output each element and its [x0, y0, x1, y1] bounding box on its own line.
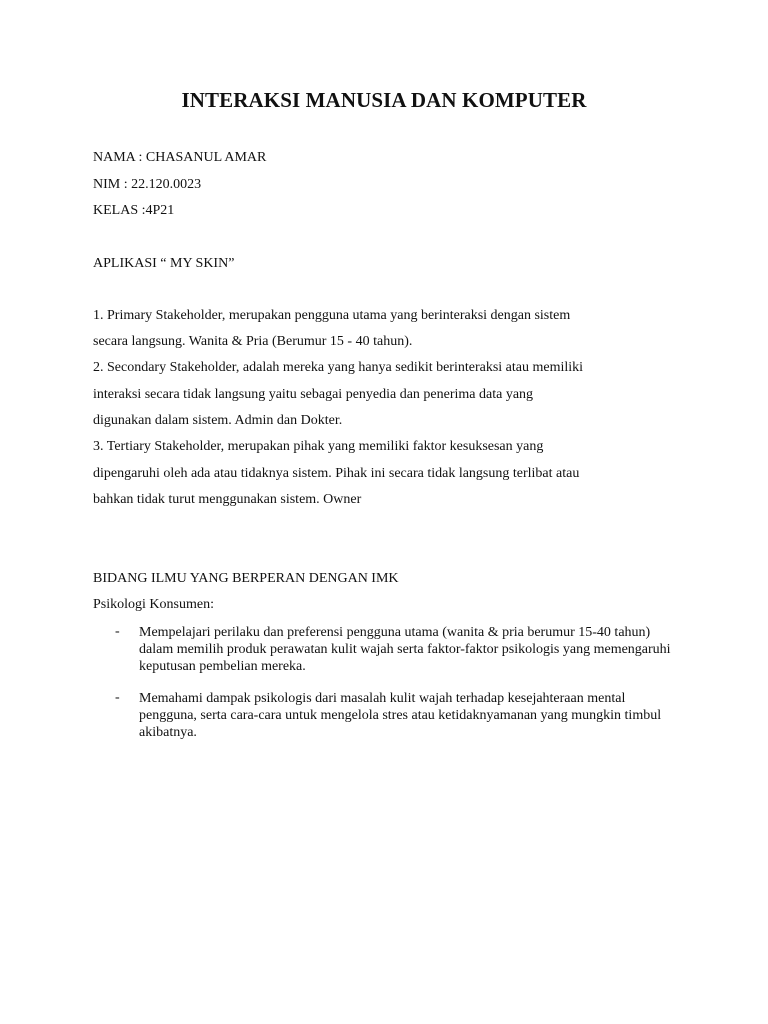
- app-title: APLIKASI “ MY SKIN”: [93, 256, 235, 271]
- stakeholder-line: digunakan dalam sistem. Admin dan Dokter.: [93, 413, 343, 428]
- student-name: NAMA : CHASANUL AMAR: [93, 150, 267, 165]
- stakeholder-line: secara langsung. Wanita & Pria (Berumur 15 - 40 tahun).: [93, 334, 413, 349]
- stakeholder-line: 1. Primary Stakeholder, merupakan pengguna utama yang berinteraksi dengan sistem: [93, 308, 571, 323]
- student-class: KELAS :4P21: [93, 203, 175, 218]
- bullet-text: Mempelajari perilaku dan preferensi pengguna utama (wanita & pria berumur 15-40 tahun) dalam memilih produk perawatan kulit wajah serta faktor-faktor psikologis yang memengaruhi keputusan pembelian mereka.: [139, 625, 671, 674]
- section-heading: BIDANG ILMU YANG BERPERAN DENGAN IMK: [93, 571, 399, 586]
- bullet-marker: -: [115, 690, 120, 705]
- stakeholder-line: dipengaruhi oleh ada atau tidaknya sistem. Pihak ini secara tidak langsung terlibat atau: [93, 466, 580, 481]
- stakeholder-line: 2. Secondary Stakeholder, adalah mereka yang hanya sedikit berinteraksi atau memiliki: [93, 360, 584, 375]
- bullet-marker: -: [115, 624, 120, 639]
- section-subheading: Psikologi Konsumen:: [93, 597, 214, 612]
- stakeholder-line: 3. Tertiary Stakeholder, merupakan pihak yang memiliki faktor kesuksesan yang: [93, 439, 544, 454]
- stakeholder-line: bahkan tidak turut menggunakan sistem. Owner: [93, 492, 362, 507]
- document-title: INTERAKSI MANUSIA DAN KOMPUTER: [181, 88, 587, 112]
- student-nim: NIM : 22.120.0023: [93, 177, 202, 192]
- stakeholder-line: interaksi secara tidak langsung yaitu sebagai penyedia dan penerima data yang: [93, 387, 534, 402]
- bullet-text: Memahami dampak psikologis dari masalah kulit wajah terhadap kesejahteraan mental pengguna, serta cara-cara untuk mengelola stres atau ketidaknyamanan yang mungkin timbul akibatnya.: [139, 691, 662, 740]
